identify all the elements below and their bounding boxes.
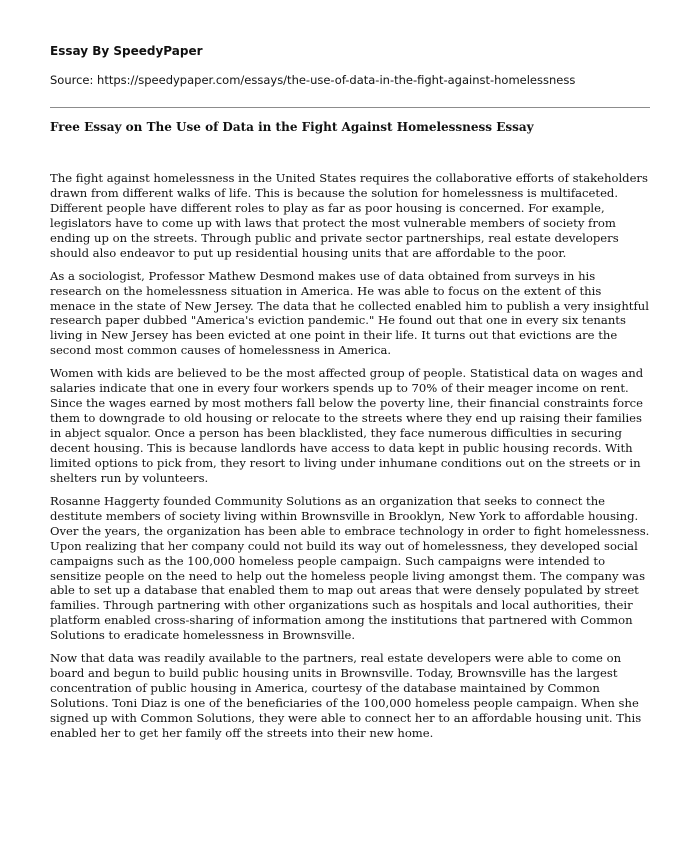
paragraph-3: Women with kids are believed to be the most affected group of people. Statistical data on wages and salaries indicate that one in every four workers spends up to 70% of their meager income on rent. Since the wages earned by most mothers fall below the poverty line, their financial constraints force them to downgrade to old housing or relocate to the streets where they end up raising their families in abject squalor. Once a person has been blacklisted, they face numerous difficulties in securing decent housing. This is because landlords have access to data kept in public housing records. With limited options to pick from, they resort to living under inhumane conditions out on the streets or in shelters run by volunteers.: [50, 366, 644, 485]
paragraph-1: The fight against homelessness in the United States requires the collaborative efforts of stakeholders drawn from different walks of life. This is because the solution for homelessness is multifaceted. Different people have different roles to play as far as poor housing is concerned. For example, legislators have to come up with laws that protect the most vulnerable members of society from ending up on the streets. Through public and private sector partnerships, real estate developers should also endeavor to put up residential housing units that are affordable to the poor.: [50, 171, 648, 260]
paragraph-2: As a sociologist, Professor Mathew Desmond makes use of data obtained from surveys in his research on the homelessness situation in America. He was able to focus on the extent of this menace in the state of New Jersey. The data that he collected enabled him to publish a very insightful research paper dubbed "America's eviction pandemic." He found out that one in every six tenants living in New Jersey has been evicted at one point in their life. It turns out that evictions are the second most common causes of homelessness in America.: [50, 268, 649, 358]
paragraph-5: Now that data was readily available to the partners, real estate developers were able to come on board and begun to build public housing units in Brownsville. Today, Brownsville has the largest concentration of public housing in America, courtesy of the database maintained by Common Solutions. Toni Diaz is one of the beneficiaries of the 100,000 homeless people campaign. When she signed up with Common Solutions, they were able to connect her to an affordable housing unit. This enabled her to get her family off the streets into their new home.: [50, 651, 642, 740]
paragraph-4: Rosanne Haggerty founded Community Solutions as an organization that seeks to connect the destitute members of society living within Brownsville in Brooklyn, New York to affordable housing. Over the years, the organization has been able to embrace technology in order to fight homelessness. Upon realizing that her company could not build its way out of homelessness, they developed social campaigns such as the 100,000 homeless people campaign. Such campaigns were intended to sensitize people on the need to help out the homeless people living amongst them. The company was able to set up a database that enabled them to map out areas that were densely populated by street families. Through partnering with other organizations such as hospitals and local authorities, their platform enabled cross-sharing of information among the institutions that partnered with Common Solutions to eradicate homelessness in Brownsville.: [50, 494, 650, 643]
essay-body: [50, 171, 650, 741]
header-divider: [50, 107, 650, 108]
essay-byline: Essay By SpeedyPaper: [50, 44, 203, 58]
essay-title: Free Essay on The Use of Data in the Fight Against Homelessness Essay: [50, 120, 534, 134]
source-line: Source: https://speedypaper.com/essays/the-use-of-data-in-the-fight-against-homelessness: [50, 73, 576, 87]
